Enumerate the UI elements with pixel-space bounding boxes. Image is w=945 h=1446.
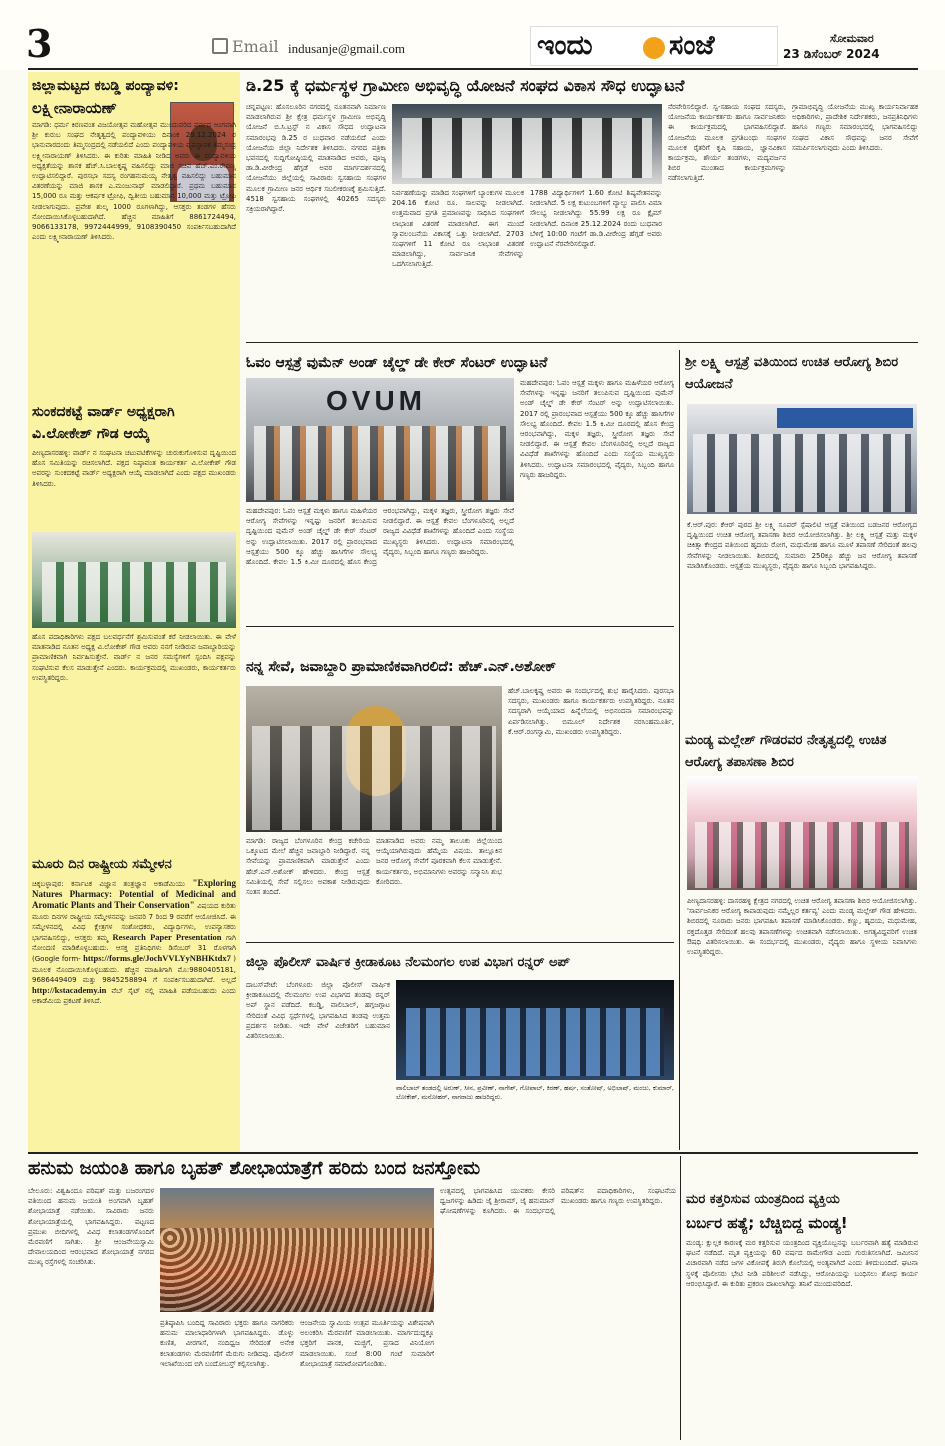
seminar-research: Research Paper Presentation — [112, 932, 222, 943]
dharmasthala-photo — [392, 104, 662, 184]
ward-headline-2: ವಿ.ಲೋಕೇಶ್ ಗೌಡ ಆಯ್ಕೆ — [32, 426, 150, 442]
date: 23 ಡಿಸೆಂಬರ್ 2024 — [783, 47, 880, 61]
murder-body: ಮಂಡ್ಯ: ಕ್ಷುಲ್ಲಕ ಕಾರಣಕ್ಕೆ ಮರ ಕತ್ತರಿಸುವ ಯಂತ್ರದಿಂದ ವ್ಯಕ್ತಿಯೊಬ್ಬನನ್ನು ಬರ್ಬರವಾಗಿ ಹತ್ಯೆ ಮಾಡಿರುವ ಘಟನೆ ನಡೆದಿದೆ. ಮೃತ ವ್ಯಕ್ತಿಯನ್ನು 60 ವರ್ಷದ ರಾಮೇಗೌಡ ಎಂದು ಗುರುತಿಸಲಾಗಿದೆ. ಜಮೀನಿನ ವಿಚಾರವಾಗಿ ನಡೆದ ಜಗಳ ವಿಕೋಪಕ್ಕೆ ತಿರುಗಿ ಕೊಲೆಯಲ್ಲಿ ಅಂತ್ಯವಾಗಿದೆ ಎಂದು ತಿಳಿದುಬಂದಿದೆ. ಘಟನಾ ಸ್ಥಳಕ್ಕೆ ಪೊಲೀಸರು ಭೇಟಿ ನೀಡಿ ಪರಿಶೀಲನೆ ನಡೆಸಿದ್ದು, ಆರೋಪಿಯನ್ನು ಬಂಧಿಸಲು ಶೋಧ ಕಾರ್ಯ ಆರಂಭಿಸಿದ್ದಾರೆ. ಈ ಕುರಿತು ಪ್ರಕರಣ ದಾಖಲಾಗಿದ್ದು ತನಿಖೆ ಮುಂದುವರಿದಿದೆ. — [686, 1239, 918, 1288]
ward-body: ಪೀಣ್ಯದಾಸರಹಳ್ಳಿ: ವಾರ್ಡ್ ನ ಸಂಘಟನಾ ಚಟುವಟಿಕೆಗಳನ್ನು ಚುರುಕುಗೊಳಿಸುವ ದೃಷ್ಟಿಯಿಂದ ಹೊಸ ಸಮಿತಿಯನ್ನು ರಚಿಸಲಾಗಿದೆ. ಪಕ್ಷದ ನಿಷ್ಠಾವಂತ ಕಾರ್ಯಕರ್ತ ವಿ.ಲೋಕೇಶ್ ಗೌಡ ಅವರನ್ನು ಸುಂಕದಕಟ್ಟೆ ವಾರ್ಡ್ ಅಧ್ಯಕ್ಷರಾಗಿ ಆಯ್ಕೆ ಮಾಡಲಾಗಿದೆ ಎಂದು ಪಕ್ಷದ ಮುಖಂಡರು ತಿಳಿಸಿದರು. — [32, 449, 236, 488]
hanuma-photo — [160, 1188, 434, 1312]
kabaddi-headline: ಜಿಲ್ಲಾಮಟ್ಟದ ಕಬಡ್ಡಿ ಪಂದ್ಯಾವಳಿ: — [32, 78, 179, 94]
masthead-logo — [530, 26, 778, 66]
womens-care-body-lower — [246, 506, 514, 624]
hanuma-col1: ಬೇಲೂರು: ವಿಶ್ವಹಿಂದೂ ಪರಿಷತ್ ಮತ್ತು ಬಜರಂಗದಳ ವತಿಯಿಂದ ಹನುಮ ಜಯಂತಿ ಅಂಗವಾಗಿ ಬೃಹತ್ ಶೋಭಾಯಾತ್ರೆ ನಡೆಯಿತು. ಸಾವಿರಾರು ಜನರು ಶೋಭಾಯಾತ್ರೆಯಲ್ಲಿ ಭಾಗವಹಿಸಿದ್ದರು. ಪಟ್ಟಣದ ಪ್ರಮುಖ ಬೀದಿಗಳಲ್ಲಿ ವಿವಿಧ ಕಲಾತಂಡಗಳೊಂದಿಗೆ ಮೆರವಣಿಗೆ ಸಾಗಿತು. ಶ್ರೀ ಆಂಜನೇಯಸ್ವಾಮಿ ದೇವಾಲಯದಿಂದ ಆರಂಭವಾದ ಶೋಭಾಯಾತ್ರೆ ನಗರದ ಮುಖ್ಯ ರಸ್ತೆಗಳಲ್ಲಿ ಸಂಚರಿಸಿತು. — [28, 1187, 154, 1267]
mandya-camp-body: ಪೀಣ್ಯದಾಸರಹಳ್ಳಿ: ದಾಸರಹಳ್ಳಿ ಕ್ಷೇತ್ರದ ನಗರದಲ್ಲಿ ಉಚಿತ ಆರೋಗ್ಯ ತಪಾಸಣಾ ಶಿಬಿರ ಆಯೋಜಿಸಲಾಗಿತ್ತು. 'ಸಾರ್ವಜನಿಕರ ಆರೋಗ್ಯ ಕಾಪಾಡುವುದು ನಮ್ಮೆಲ್ಲರ ಕರ್ತವ್ಯ' ಎಂದು ಮಂಡ್ಯ ಮಲ್ಲೇಶ್ ಗೌಡ ಹೇಳಿದರು. ಶಿಬಿರದಲ್ಲಿ ನೂರಾರು ಜನರು ಭಾಗವಹಿಸಿ ತಪಾಸಣೆ ಮಾಡಿಸಿಕೊಂಡರು. ಕಣ್ಣು, ಹೃದಯ, ಮಧುಮೇಹ, ರಕ್ತದೊತ್ತಡ ಸೇರಿದಂತೆ ಹಲವು ತಪಾಸಣೆಗಳನ್ನು ಉಚಿತವಾಗಿ ನಡೆಸಲಾಯಿತು. ಅಗತ್ಯವಿದ್ದವರಿಗೆ ಉಚಿತ ಔಷಧಿ ವಿತರಿಸಲಾಯಿತು. ಈ ಸಂದರ್ಭದಲ್ಲಿ ಮುಖಂಡರು, ವೈದ್ಯರು ಹಾಗೂ ಸ್ಥಳೀಯ ನಿವಾಸಿಗಳು ಉಪಸ್ಥಿತರಿದ್ದರು. — [687, 897, 917, 957]
seminar-body — [32, 878, 236, 1150]
police-sports-caption: ವಾಲಿಬಾಲ್ ತಂಡದಲ್ಲಿ ಅರುಣ್, ಸೀನ, ಪ್ರವೀಣ್, ನಾಗೇಶ್, ಗೋಪಾಲ್, ಕಿರಣ್, ಹರ್ಷ, ಸಂತೋಷ್, ಅಭಿಲಾಷ್, ಮಂಜು, ಕುಮಾರ್, ಲೋಕೇಶ್, ಮನೋಹರ್, ನಾಗರಾಜು ಹಾಜರಿದ್ದರು. — [396, 1084, 674, 1101]
mandya-camp-headline: ಮಂಡ್ಯ ಮಲ್ಲೇಶ್ ಗೌಡರವರ ನೇತೃತ್ವದಲ್ಲಿ ಉಚಿತ ಆರೋಗ್ಯ ತಪಾಸಣಾ ಶಿಬಿರ — [685, 733, 887, 770]
logo-right: ಸಂಜೆ — [669, 30, 715, 61]
womens-care-body-repeat: ಮಹದೇವಪುರ: ಓವಂ ಆಸ್ಪತ್ರೆ ಮಕ್ಕಳು ಹಾಗೂ ಮಹಿಳೆಯರ ಆರೋಗ್ಯ ಸೇವೆಗಳನ್ನು ಇನ್ನಷ್ಟು ಜನರಿಗೆ ತಲುಪಿಸುವ ದೃಷ್ಟಿಯಿಂದ ವುಮೆನ್ ಅಂಡ್ ಚೈಲ್ಡ್ ಡೇ ಕೇರ್ ಸೆಂಟರ್ ಅನ್ನು ಉದ್ಘಾಟಿಸಲಾಯಿತು. 2017 ರಲ್ಲಿ ಪ್ರಾರಂಭವಾದ ಆಸ್ಪತ್ರೆಯು 500 ಕ್ಕೂ ಹೆಚ್ಚು ಹಾಸಿಗೆಗಳ ಸೌಲಭ್ಯ ಹೊಂದಿದೆ. ಕೇವಲ 1.5 ಕಿ.ಮೀ ದೂರದಲ್ಲಿ ಹೊಸ ಕೇಂದ್ರ ಆರಂಭವಾಗಿದ್ದು, ಮಕ್ಕಳ ತಜ್ಞರು, ಸ್ತ್ರೀರೋಗ ತಜ್ಞರು ಸೇವೆ ನೀಡಲಿದ್ದಾರೆ. ಈ ಆಸ್ಪತ್ರೆ ಕೇವಲ ಬೆಂಗಳೂರಿನಲ್ಲಿ ಅಲ್ಲದೆ ರಾಜ್ಯದ ವಿವಿಧೆಡೆ ಶಾಖೆಗಳನ್ನು ಹೊಂದಿದೆ ಎಂದು ಸಂಸ್ಥೆಯ ಮುಖ್ಯಸ್ಥರು ತಿಳಿಸಿದರು. ಉದ್ಘಾಟನಾ ಸಮಾರಂಭದಲ್ಲಿ ವೈದ್ಯರು, ಸಿಬ್ಬಂದಿ ಹಾಗೂ ಗಣ್ಯರು ಹಾಜರಿದ್ದರು. — [246, 507, 514, 567]
dharmasthala-col2: ನಿರ್ವಹಣೆಯನ್ನು ಮಾಡಿದ ಸಂಘಗಳಿಗೆ ಬ್ಯಾಂಕುಗಳ ಮೂಲಕ 204.16 ಕೋಟಿ ರೂ. ಸಾಲವನ್ನು ನೀಡಲಾಗಿದೆ. ಉತ್ತಮವಾದ ಪ್ರಗತಿ ಪ್ರಮಾಣವನ್ನು ಸಾಧಿಸಿದ ಸಂಘಗಳಿಗೆ ಲಾಭಾಂಶ ವಿತರಣೆ ಮಾಡಲಾಗಿದೆ. ಈಗ ಮುಂದೆ ಸ್ವಾವಲಂಬನೆಯ ವಿಕಾಸಕ್ಕೆ ಒತ್ತು ನೀಡಲಾಗಿದೆ. 2703 ಸಂಘಗಳಿಗೆ 11 ಕೋಟಿ ರೂ ಲಾಭಾಂಶ ವಿತರಣೆ ಮಾಡಲಾಗಿದ್ದು, ಸಾರ್ವಜನಿಕ ಸೇವೆಗಳನ್ನು ಒದಗಿಸಲಾಗುತ್ತಿದೆ. — [392, 189, 524, 269]
mandya-camp-photo — [687, 776, 917, 890]
ward-headline-1: ಸುಂಕದಕಟ್ಟೆ ವಾರ್ಡ್ ಅಧ್ಯಕ್ಷರಾಗಿ — [32, 404, 175, 420]
dharmasthala-col1: ಚನ್ನಪಟ್ಟಣ: ಹೊಸಲೂರಿನ ನಗರದಲ್ಲಿ ನೂತನವಾಗಿ ನಿರ್ಮಾಣ ಮಾಡಲಾಗಿರುವ ಶ್ರೀ ಕ್ಷೇತ್ರ ಧರ್ಮಸ್ಥಳ ಗ್ರಾಮೀಣ ಅಭಿವೃದ್ಧಿ ಯೋಜನೆ ಬಿ.ಸಿ.ಟ್ರಸ್ಟ್ ನ ವಿಕಾಸ ಸೌಧದ ಉದ್ಘಾಟನಾ ಸಮಾರಂಭವು ಡಿ.25 ರ ಬುಧವಾರ ನಡೆಯಲಿದೆ ಎಂದು ಯೋಜನೆಯ ಜಿಲ್ಲಾ ನಿರ್ದೇಶಕ ತಿಳಿಸಿದರು. ನಗರದ ಪತ್ರಿಕಾ ಭವನದಲ್ಲಿ ಸುದ್ದಿಗೋಷ್ಠಿಯಲ್ಲಿ ಮಾತನಾಡಿದ ಅವರು, ಪೂಜ್ಯ ಡಾ.ಡಿ.ವೀರೇಂದ್ರ ಹೆಗ್ಗಡೆ ಅವರ ಮಾರ್ಗದರ್ಶನದಲ್ಲಿ ಯೋಜನೆಯು ಜಿಲ್ಲೆಯಲ್ಲಿ ಸಾವಿರಾರು ಸ್ವಸಹಾಯ ಸಂಘಗಳ ಮೂಲಕ ಗ್ರಾಮೀಣ ಜನರ ಆರ್ಥಿಕ ಸಬಲೀಕರಣಕ್ಕೆ ಶ್ರಮಿಸುತ್ತಿದೆ. 4518 ಸ್ವಸಹಾಯ ಸಂಘಗಳಲ್ಲಿ 40265 ಸದಸ್ಯರು ಸಕ್ರಿಯರಾಗಿದ್ದಾರೆ. — [246, 103, 386, 214]
seminar-site-link[interactable]: http://kstacademy.in — [32, 985, 107, 996]
email-address: indusanje@gmail.com — [288, 41, 406, 56]
womens-care-headline: ಓವಂ ಆಸ್ಪತ್ರೆ ವುಮೆನ್ ಅಂಡ್ ಚೈಲ್ಡ್ ಡೇ ಕೇರ್ ಸೆಂಟರ್ ಉದ್ಘಾಟನೆ — [246, 355, 548, 371]
seminar-body-3: ಗಾಗಿ ನೋಂದಣಿ ಮಾಡಿಕೊಳ್ಳಬಹುದು. ಆಸಕ್ತ ಪ್ರತಿನಿಧಿಗಳು ಡಿಸೆಂಬರ್ 31 ರೊಳಗಾಗಿ (Google form- — [32, 934, 236, 964]
sun-icon — [643, 37, 665, 59]
ovum-sign: OVUM — [326, 386, 426, 416]
left-column — [28, 72, 240, 1152]
seminar-body-5: ವೆಬ್ ಸೈಟ್ ನಲ್ಲಿ ಮಾಹಿತಿ ಪಡೆಯಬಹುದು ಎಂದು ಅಕಾಡೆಮಿಯ ಪ್ರಕಟಣೆ ತಿಳಿಸಿದೆ. — [32, 987, 236, 1006]
seminar-title: "Exploring Natures Pharmacy: Potential of Medicinal and Aromatic Plants and Their Conservation" — [32, 878, 236, 911]
police-sports-photo — [396, 980, 674, 1080]
seminar-body-4: ) ಮೂಲಕ ನೊಂದಾಯಿಸಿಕೊಳ್ಳಬಹುದು. ಹೆಚ್ಚಿನ ಮಾಹಿತಿಗಾಗಿ ಮೊ:9880405181, 9686449409 ಮತ್ತು 9845258894 ಗೆ ಸಂಪರ್ಕಿಸಬಹುದಾಗಿದೆ. ಅಲ್ಲದೆ — [32, 955, 236, 984]
email-label: Email — [232, 38, 279, 56]
masthead-rule — [28, 68, 918, 70]
rule-under-ashok — [246, 942, 674, 943]
ashok-photo — [246, 686, 502, 832]
dharmasthala-col5: ಗ್ರಾಮಾಭಿವೃದ್ಧಿ ಯೋಜನೆಯ ಮುಖ್ಯ ಕಾರ್ಯನಿರ್ವಾಹಕ ಅಧಿಕಾರಿಗಳು, ಪ್ರಾದೇಶಿಕ ನಿರ್ದೇಶಕರು, ಜನಪ್ರತಿನಿಧಿಗಳು ಹಾಗೂ ಗಣ್ಯರು ಸಮಾರಂಭದಲ್ಲಿ ಭಾಗವಹಿಸಲಿದ್ದು ಸಂಘದ ವಿಕಾಸ ಸೌಧವನ್ನು ಜನರ ಸೇವೆಗೆ ಸಮರ್ಪಿಸಲಾಗುವುದು ಎಂದು ತಿಳಿಸಿದರು. — [792, 103, 918, 152]
laxmi-camp-photo-people — [693, 434, 911, 512]
rule-under-womens-care — [246, 626, 674, 627]
kabaddi-name: ಲಕ್ಷ್ಮೀನಾರಾಯಣ್ — [32, 99, 117, 117]
logo-left: ಇಂದು — [537, 30, 593, 61]
hanuma-col4: ಉತ್ಸವದಲ್ಲಿ ಭಾಗವಹಿಸಿದ ಯುವಕರು ಕೇಸರಿ ಧ್ವಜಗಳನ್ನು ಹಿಡಿದು ಜೈ ಶ್ರೀರಾಮ್, ಜೈ ಹನುಮಾನ್ ಘೋಷಣೆಗಳನ್ನು ಕೂಗಿದರು. ಈ ಸಂದರ್ಭದಲ್ಲಿ ಪರಿಷತ್‌ನ ಪದಾಧಿಕಾರಿಗಳು, ಸಂಘಟನೆಯ ಮುಖಂಡರು ಹಾಗೂ ಗಣ್ಯರು ಉಪಸ್ಥಿತರಿದ್ದರು. — [440, 1187, 676, 1216]
ward-body-2: ಹೊಸ ಪದಾಧಿಕಾರಿಗಳು ಪಕ್ಷದ ಬಲವರ್ಧನೆಗೆ ಶ್ರಮಿಸುವಂತೆ ಕರೆ ನೀಡಲಾಯಿತು. ಈ ವೇಳೆ ಮಾತನಾಡಿದ ನೂತನ ಅಧ್ಯಕ್ಷ ವಿ.ಲೋಕೇಶ್ ಗೌಡ ಅವರು ನನಗೆ ನೀಡಿರುವ ಜವಾಬ್ದಾರಿಯನ್ನು ಪ್ರಾಮಾಣಿಕವಾಗಿ ನಿರ್ವಹಿಸುತ್ತೇನೆ. ವಾರ್ಡ್ ನ ಜನರ ಸಮಸ್ಯೆಗಳಿಗೆ ಸ್ಪಂದಿಸಿ ಪಕ್ಷವನ್ನು ಸಂಘಟಿಸುವ ಕೆಲಸ ಮಾಡುತ್ತೇನೆ ಎಂದರು. ಕಾರ್ಯಕ್ರಮದಲ್ಲಿ ಮುಖಂಡರು, ಕಾರ್ಯಕರ್ತರು ಉಪಸ್ಥಿತರಿದ್ದರು. — [32, 633, 236, 682]
womens-care-photo-people — [254, 426, 506, 500]
murder-headline-2: ಬರ್ಬರ ಹತ್ಯೆ; ಬೆಚ್ಚಿಬಿದ್ದ ಮಂಡ್ಯ! — [686, 1214, 848, 1232]
dharmasthala-col4: ನೆರವೇರಿಸಲಿದ್ದಾರೆ. ಸ್ವ-ಸಹಾಯ ಸಂಘದ ಸದಸ್ಯರು, ಯೋಜನೆಯ ಕಾರ್ಯಕರ್ತರು ಹಾಗೂ ಸಾರ್ವಜನಿಕರು ಈ ಕಾರ್ಯಕ್ರಮದಲ್ಲಿ ಭಾಗವಹಿಸಲಿದ್ದಾರೆ. ಯೋಜನೆಯ ಮೂಲಕ ಪ್ರಗತಿಬಂಧು ಸಂಘಗಳ ಮೂಲಕ ರೈತರಿಗೆ ಕೃಷಿ ಸಹಾಯ, ಜ್ಞಾನವಿಕಾಸ ಕಾರ್ಯಕ್ರಮ, ಶೌರ್ಯ ತಂಡಗಳು, ಮದ್ಯವರ್ಜನ ಶಿಬಿರ ಮುಂತಾದ ಕಾರ್ಯಕ್ರಮಗಳನ್ನು ನಡೆಸಲಾಗುತ್ತಿದೆ. — [668, 103, 786, 183]
page-number: 3 — [26, 24, 53, 64]
laxmi-camp-photo — [687, 404, 917, 514]
hanuma-photo-crowd — [160, 1228, 434, 1312]
womens-care-photo — [246, 378, 514, 502]
seminar-intro: ಚಿಕ್ಕಬಳ್ಳಾಪುರ: ಕರ್ನಾಟಕ ವಿಜ್ಞಾನ ತಂತ್ರಜ್ಞಾನ ಅಕಾಡೆಮಿಯು — [32, 880, 186, 888]
dharmasthala-photo-people — [402, 118, 652, 178]
police-sports-body: ದಾಬಸ್‌ಪೇಟೆ: ಬೆಂಗಳೂರು ಜಿಲ್ಲಾ ಪೊಲೀಸ್ ವಾರ್ಷಿಕ ಕ್ರೀಡಾಕೂಟದಲ್ಲಿ ನೆಲಮಂಗಲ ಉಪ ವಿಭಾಗದ ತಂಡವು ರನ್ನರ್ ಅಪ್ ಸ್ಥಾನ ಪಡೆದಿದೆ. ಕಬಡ್ಡಿ, ವಾಲಿಬಾಲ್, ಹಗ್ಗಜಗ್ಗಾಟ ಸೇರಿದಂತೆ ವಿವಿಧ ಸ್ಪರ್ಧೆಗಳಲ್ಲಿ ಭಾಗವಹಿಸಿದ ತಂಡವು ಉತ್ತಮ ಪ್ರದರ್ಶನ ನೀಡಿತು. ಇದೇ ವೇಳೆ ವಿಜೇತರಿಗೆ ಬಹುಮಾನ ವಿತರಿಸಲಾಯಿತು. — [246, 981, 390, 1041]
kabaddi-body: ಮಾಗಡಿ: ಧರ್ಮ ಕಿರಣವಂತ ವಿಜಯೋತ್ಸವ ಮಹೋತ್ಸವ ಮುಂದುವರಿದ ಪರ್ವದ ಅಂಗವಾಗಿ ಶ್ರೀ ಕುರುಬ ಸಂಘದ ನೇತೃತ್ವದಲ್ಲಿ ಪಂದ್ಯಾವಳಿಯು ದಿನಾಂಕ 29.12.2024 ರ ಭಾನುವಾರದಂದು ತಿಮ್ಮಸಂದ್ರದಲ್ಲಿ ನಡೆಯಲಿದೆ ಎಂದು ಪಂದ್ಯಾವಳಿಯ ವ್ಯವಸ್ಥಾಪಕ ತಿಮ್ಮಸಂದ್ರ ಲಕ್ಷ್ಮೀನಾರಾಯಣ್ ತಿಳಿಸಿದರು. ಈ ಕುರಿತು ಮಾಹಿತಿ ನೀಡಿದ ಅವರು ಈ ಪಂದ್ಯಾವಳಿಯ ಅಧ್ಯಕ್ಷತೆಯನ್ನು ಶಾಸಕ ಹೆಚ್.ಸಿ.ಬಾಲಕೃಷ್ಣ ವಹಿಸಲಿದ್ದು ಮಾಜಿ ಸಚಿವ ಹೆಚ್.ಎಂ.ರೇವಣ್ಣ ಉದ್ಘಾಟಿಸಲಿದ್ದಾರೆ. ಪುರಸಭಾ ಸದಸ್ಯ ರಂಗಹನುಮಯ್ಯ ನೇತೃತ್ವ ವಹಿಸಲಿದ್ದು ಬಹುಮಾನ ವಿತರಣೆಯನ್ನು ಮಾಜಿ ಶಾಸಕ ಎ.ಮಂಜುನಾಥ್ ಮಾಡಲಿದ್ದಾರೆ. ಪ್ರಥಮ ಬಹುಮಾನ 15,000 ರೂ ಮತ್ತು ಆಕರ್ಷಕ ಟ್ರೋಫಿ, ದ್ವಿತೀಯ ಬಹುಮಾನ 10,000 ಮತ್ತು ಟ್ರೋಫಿ ನೀಡಲಾಗುವುದು. ಪ್ರವೇಶ ಶುಲ್ಕ 1000 ರೂಗಳಾಗಿದ್ದು, ಆಸಕ್ತರು ತಂಡಗಳ ಹೆಸರು ನೋಂದಾಯಿಸಿಕೊಳ್ಳಬಹುದಾಗಿದೆ. ಹೆಚ್ಚಿನ ಮಾಹಿತಿಗೆ 8861724494, 9066133178, 9972444999, 9108390450 ಸಂಪರ್ಕಿಸಬಹುದಾಗಿದೆ ಎಂದು ಲಕ್ಷ್ಮೀನಾರಾಯಣ್ ತಿಳಿಸಿದರು. — [32, 121, 236, 242]
hanuma-col3: ಆಂಜನೇಯ ಸ್ವಾಮಿಯ ಉತ್ಸವ ಮೂರ್ತಿಯನ್ನು ವಿಶೇಷವಾಗಿ ಅಲಂಕರಿಸಿ ಮೆರವಣಿಗೆ ಮಾಡಲಾಯಿತು. ಮಾರ್ಗದುದ್ದಕ್ಕೂ ಭಕ್ತರಿಗೆ ಪಾನಕ, ಮಜ್ಜಿಗೆ, ಪ್ರಸಾದ ವಿನಿಯೋಗ ಮಾಡಲಾಯಿತು. ಸಂಜೆ 8:00 ಗಂಟೆ ಸುಮಾರಿಗೆ ಶೋಭಾಯಾತ್ರೆ ಸಮಾರೋಪಗೊಂಡಿತು. — [300, 1319, 434, 1368]
weekday: ಸೋಮವಾರ — [830, 32, 874, 45]
right-column-divider — [679, 350, 680, 1150]
mail-icon — [212, 38, 228, 54]
hanuma-col2: ಪ್ರತಿಷ್ಠಾಪಿಸಿ ಬಂದಿದ್ದ ಸಾವಿರಾರು ಭಕ್ತರು ಹಾಗೂ ನಾಗರಿಕರು ಹನುಮ ಮಾಲಾಧಾರಿಗಳಾಗಿ ಭಾಗವಹಿಸಿದ್ದರು. ಡೊಳ್ಳು ಕುಣಿತ, ವೀರಗಾಸೆ, ನಂದಿಧ್ವಜ ಸೇರಿದಂತೆ ಅನೇಕ ಕಲಾತಂಡಗಳು ಮೆರವಣಿಗೆಗೆ ಮೆರುಗು ನೀಡಿದವು. ಪೊಲೀಸ್ ಇಲಾಖೆಯಿಂದ ಬಿಗಿ ಬಂದೋಬಸ್ತ್ ಕಲ್ಪಿಸಲಾಗಿತ್ತು. — [160, 1319, 294, 1368]
ashok-col2: ಮಾತನಾಡಿದ ಅವರು ನಮ್ಮ ತಾಲೂಕು ಜಿಲ್ಲೆಯಿಂದ ಆಯ್ಕೆಯಾಗಿರುವುದು ಹೆಮ್ಮೆಯ ವಿಷಯ. ತಾಲ್ಲೂಕಿನ ಜನರ ಆರೋಗ್ಯ ಸೇವೆಗೆ ಪೂರಕವಾಗಿ ಕೆಲಸ ಮಾಡುತ್ತೇನೆ. ಕಾರ್ಯಕರ್ತರು, ಅಭಿಮಾನಿಗಳು ಅವರನ್ನು ಸನ್ಮಾನಿಸಿ ಶುಭ ಕೋರಿದರು. — [376, 837, 502, 886]
rule-under-dharmasthala — [246, 342, 918, 343]
ward-photo — [32, 532, 236, 628]
womens-care-body: ಮಹದೇವಪುರ: ಓವಂ ಆಸ್ಪತ್ರೆ ಮಕ್ಕಳು ಹಾಗೂ ಮಹಿಳೆಯರ ಆರೋಗ್ಯ ಸೇವೆಗಳನ್ನು ಇನ್ನಷ್ಟು ಜನರಿಗೆ ತಲುಪಿಸುವ ದೃಷ್ಟಿಯಿಂದ ವುಮೆನ್ ಅಂಡ್ ಚೈಲ್ಡ್ ಡೇ ಕೇರ್ ಸೆಂಟರ್ ಅನ್ನು ಉದ್ಘಾಟಿಸಲಾಯಿತು. 2017 ರಲ್ಲಿ ಪ್ರಾರಂಭವಾದ ಆಸ್ಪತ್ರೆಯು 500 ಕ್ಕೂ ಹೆಚ್ಚು ಹಾಸಿಗೆಗಳ ಸೌಲಭ್ಯ ಹೊಂದಿದೆ. ಕೇವಲ 1.5 ಕಿ.ಮೀ ದೂರದಲ್ಲಿ ಹೊಸ ಕೇಂದ್ರ ಆರಂಭವಾಗಿದ್ದು, ಮಕ್ಕಳ ತಜ್ಞರು, ಸ್ತ್ರೀರೋಗ ತಜ್ಞರು ಸೇವೆ ನೀಡಲಿದ್ದಾರೆ. ಈ ಆಸ್ಪತ್ರೆ ಕೇವಲ ಬೆಂಗಳೂರಿನಲ್ಲಿ ಅಲ್ಲದೆ ರಾಜ್ಯದ ವಿವಿಧೆಡೆ ಶಾಖೆಗಳನ್ನು ಹೊಂದಿದೆ ಎಂದು ಸಂಸ್ಥೆಯ ಮುಖ್ಯಸ್ಥರು ತಿಳಿಸಿದರು. ಉದ್ಘಾಟನಾ ಸಮಾರಂಭದಲ್ಲಿ ವೈದ್ಯರು, ಸಿಬ್ಬಂದಿ ಹಾಗೂ ಗಣ್ಯರು ಹಾಜರಿದ್ದರು. — [520, 379, 674, 479]
masthead — [0, 0, 945, 70]
laxmi-camp-banner — [777, 408, 913, 428]
seminar-headline: ಮೂರು ದಿನ ರಾಷ್ಟ್ರೀಯ ಸಮ್ಮೇಳನ — [32, 857, 172, 872]
ashok-col1: ಮಾಗಡಿ: ರಾಜ್ಯದ ಬೆಂಗಳೂರಿನ ಕೇಂದ್ರ ಕಚೇರಿಯ ಒಕ್ಕೂಟದ ಮೇಲೆ ಹೆಚ್ಚಿನ ಜವಾಬ್ದಾರಿ ನೀಡಿದ್ದಾರೆ. ನನ್ನ ಸೇವೆಯನ್ನು ಪ್ರಾಮಾಣಿಕವಾಗಿ ಮಾಡುತ್ತೇನೆ ಎಂದು ಹೆಚ್.ಎನ್.ಅಶೋಕ್ ಹೇಳಿದರು. ಕೇಂದ್ರ ಆಸ್ಪತ್ರೆ ಸಮಿತಿಯಲ್ಲಿ ಸೇವೆ ಸಲ್ಲಿಸಲು ಅವಕಾಶ ನೀಡಿರುವುದು ಸಂತಸ ತಂದಿದೆ. — [246, 837, 370, 897]
police-sports-photo-team — [406, 1008, 664, 1076]
laxmi-camp-body: ಕೆ.ಆರ್.ಪುರ: ಕೆಆರ್ ಪುರದ ಶ್ರೀ ಲಕ್ಷ್ಮಿ ಸೂಪರ್ ಸ್ಪೆಷಾಲಿಟಿ ಆಸ್ಪತ್ರೆ ವತಿಯಿಂದ ಬಡಜನರ ಆರೋಗ್ಯದ ದೃಷ್ಟಿಯಿಂದ ಉಚಿತ ಆರೋಗ್ಯ ತಪಾಸಣಾ ಶಿಬಿರ ಆಯೋಜಿಸಲಾಗಿತ್ತು. ಶ್ರೀ ಲಕ್ಷ್ಮಿ ಆಸ್ಪತ್ರೆ ಮತ್ತು ಮಕ್ಕಳ ಚಿಕಿತ್ಸಾ ಕೇಂದ್ರದ ವತಿಯಿಂದ ಹೃದಯ ರೋಗ, ಮಧುಮೇಹ ಹಾಗೂ ಮೂಳೆ ತಪಾಸಣೆ ಸೇರಿದಂತೆ ಹಲವು ಸೇವೆಗಳನ್ನು ನೀಡಲಾಯಿತು. ಶಿಬಿರದಲ್ಲಿ ಸುಮಾರು 250ಕ್ಕೂ ಹೆಚ್ಚು ಜನ ಆರೋಗ್ಯ ತಪಾಸಣೆ ಮಾಡಿಸಿಕೊಂಡರು. ಆಸ್ಪತ್ರೆಯ ಮುಖ್ಯಸ್ಥರು, ವೈದ್ಯರು ಹಾಗೂ ಸಿಬ್ಬಂದಿ ಭಾಗವಹಿಸಿದ್ದರು. — [687, 521, 917, 570]
ward-photo-people — [42, 562, 226, 622]
seminar-form-link[interactable]: https://forms.gle/JochVVLYyNBHKtdx7 — [83, 953, 231, 964]
ashok-col3: ಹೆಚ್.ಬಾಲಕೃಷ್ಣ ಅವರು ಈ ಸಂದರ್ಭದಲ್ಲಿ ಶುಭ ಹಾರೈಸಿದರು. ಪುರಸಭಾ ಸದಸ್ಯರು, ಮುಖಂಡರು ಹಾಗೂ ಕಾರ್ಯಕರ್ತರು ಉಪಸ್ಥಿತರಿದ್ದರು. ನೂತನ ಸದಸ್ಯರಾಗಿ ಆಯ್ಕೆಯಾದ ಹಿನ್ನೆಲೆಯಲ್ಲಿ ಅಭಿನಂದನಾ ಸಮಾರಂಭವನ್ನು ಏರ್ಪಡಿಸಲಾಗಿತ್ತು. ಬಿಮೂಲ್ ನಿರ್ದೇಶಕ ನರಸಿಂಹಮೂರ್ತಿ, ಕೆ.ಆರ್.ರಂಗಸ್ವಾಮಿ, ಮುಖಂಡರು ಉಪಸ್ಥಿತರಿದ್ದರು. — [508, 687, 674, 736]
hanuma-headline: ಹನುಮ ಜಯಂತಿ ಹಾಗೂ ಬೃಹತ್ ಶೋಭಾಯಾತ್ರೆಗೆ ಹರಿದು ಬಂದ ಜನಸ್ತೋಮ — [28, 1158, 481, 1179]
dharmasthala-col3: 1788 ವಿದ್ಯಾರ್ಥಿಗಳಿಗೆ 1.60 ಕೋಟಿ ಶಿಷ್ಯವೇತನವನ್ನು ನೀಡಲಾಗಿದೆ. 5 ಲಕ್ಷ ಕುಟುಂಬಗಳಿಗೆ ವ್ಯಾಲ್ಯು ಪಾಲಿಸಿ ವಿಮಾ ಸೌಲಭ್ಯ ನೀಡಲಾಗಿದ್ದು 55.99 ಲಕ್ಷ ರೂ ಕ್ಲೈಮ್ ನೀಡಲಾಗಿದೆ. ದಿನಾಂಕ 25.12.2024 ರಂದು ಬುಧವಾರ ಬೆಳಿಗ್ಗೆ 10:00 ಗಂಟೆಗೆ ಡಾ.ಡಿ.ವೀರೇಂದ್ರ ಹೆಗ್ಗಡೆ ಅವರು ಉದ್ಘಾಟನೆ ನೆರವೇರಿಸಲಿದ್ದಾರೆ. — [530, 189, 662, 249]
dharmasthala-headline: ಡಿ.25 ಕ್ಕೆ ಧರ್ಮಸ್ಥಳ ಗ್ರಾಮೀಣ ಅಭಿವೃದ್ಧಿ ಯೋಜನೆ ಸಂಘದ ವಿಕಾಸ ಸೌಧ ಉದ್ಘಾಟನೆ — [246, 76, 685, 95]
ashok-headline: ನನ್ನ ಸೇವೆ, ಜವಾಬ್ದಾರಿ ಪ್ರಾಮಾಣಿಕವಾಗಿರಲಿದೆ: ಹೆಚ್.ಎನ್.ಅಶೋಕ್ — [246, 659, 557, 675]
police-sports-headline: ಜಿಲ್ಲಾ ಪೊಲೀಸ್ ವಾರ್ಷಿಕ ಕ್ರೀಡಾಕೂಟ ನೆಲಮಂಗಲ ಉಪ ವಿಭಾಗ ರನ್ನರ್ ಅಪ್ — [246, 955, 571, 970]
seminar-body-2: ವಿಷಯದ ಕುರಿತು ಮೂರು ದಿನಗಳ ರಾಷ್ಟ್ರೀಯ ಸಮ್ಮೇಳನವನ್ನು ಜನವರಿ 7 ರಿಂದ 9 ರವರೆಗೆ ಆಯೋಜಿಸಿದೆ. ಈ ಸಮ್ಮೇಳನದಲ್ಲಿ ವಿವಿಧ ಕ್ಷೇತ್ರಗಳ ಸಂಶೋಧಕರು, ವಿದ್ಯಾರ್ಥಿಗಳು, ಉಪನ್ಯಾಸಕರು ಭಾಗವಹಿಸಲಿದ್ದು, ಆಸಕ್ತರು ತಮ್ಮ — [32, 902, 236, 943]
ashok-photo-people — [252, 726, 496, 830]
murder-headline-1: ಮರ ಕತ್ತರಿಸುವ ಯಂತ್ರದಿಂದ ವ್ಯಕ್ತಿಯ — [686, 1192, 840, 1207]
bottom-right-divider — [680, 1156, 681, 1440]
laxmi-camp-headline: ಶ್ರೀ ಲಕ್ಷ್ಮಿ ಆಸ್ಪತ್ರೆ ವತಿಯಿಂದ ಉಚಿತ ಆರೋಗ್ಯ ಶಿಬಿರ ಆಯೋಜನೆ — [685, 355, 899, 392]
rule-above-bottom — [28, 1152, 918, 1154]
mandya-camp-photo-people — [695, 822, 909, 888]
